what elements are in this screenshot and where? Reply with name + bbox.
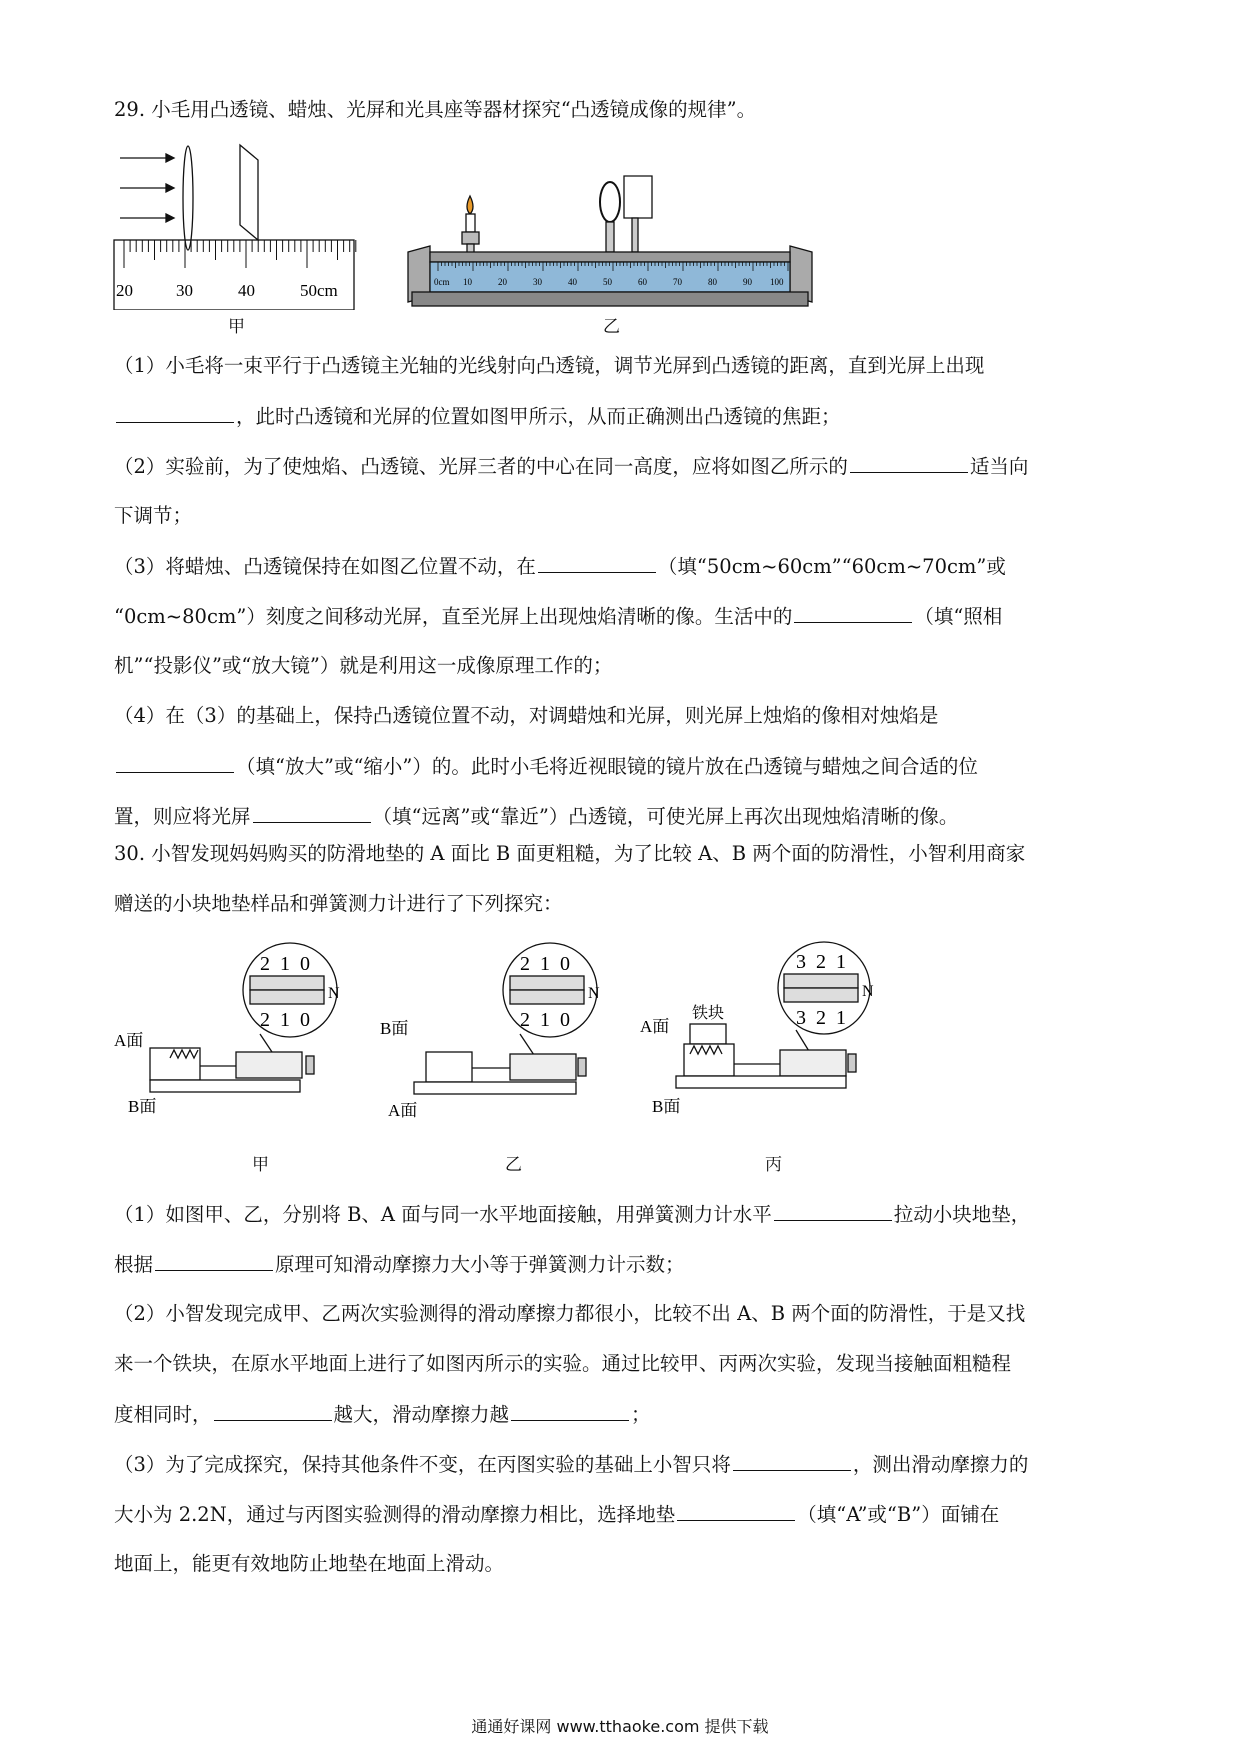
answer-blank[interactable] [214,1400,332,1421]
q30-caption-jia: 甲 [252,1155,269,1175]
q29-figure-yi [400,172,830,312]
scale-digit: 3 [796,951,806,973]
scale-digit: 1 [836,1007,846,1029]
answer-blank[interactable] [794,602,912,623]
q29-caption-yi: 乙 [603,317,620,337]
bench-tick-label: 20 [498,277,507,287]
scale-unit: N [862,983,874,1000]
answer-blank[interactable] [155,1250,273,1271]
scale-digit: 1 [540,953,550,975]
answer-blank[interactable] [733,1450,851,1471]
q29-p3e: 机”“投影仪”或“放大镜”）就是利用这一成像原理工作的； [114,654,613,677]
q30-figure-yi [370,940,620,1120]
scale-digit: 1 [280,953,290,975]
q30-p2c-line: 度相同时， 越大，滑动摩擦力越 ； [114,1400,651,1429]
answer-blank[interactable] [116,402,234,423]
ruler-tick-label: 50cm [300,281,338,300]
q30-p2b: 来一个铁块，在原水平地面上进行了如图丙所示的实验。通过比较甲、丙两次实验，发现当接触面粗糙程 [114,1352,1012,1375]
q30-p3c-line: 大小为 2.2N，通过与丙图实验测得的滑动摩擦力相比，选择地垫 （填“A”或“B”）面铺在 [114,1500,999,1529]
q29-p1a: （1）小毛将一束平行于凸透镜主光轴的光线射向凸透镜，调节光屏到凸透镜的距离，直到光屏上出现 [114,354,985,377]
scale-digit: 0 [300,953,310,975]
q30-title-b: 赠送的小块地垫样品和弹簧测力计进行了下列探究： [114,892,563,915]
bench-tick-label: 40 [568,277,577,287]
q29-p4b-line: （填“放大”或“缩小”）的。此时小毛将近视眼镜的镜片放在凸透镜与蜡烛之间合适的位 [114,752,978,781]
q29-p2c: 下调节； [114,504,193,527]
q29-p3c-line: “0cm~80cm”）刻度之间移动光屏，直至光屏上出现烛焰清晰的像。生活中的 （填“照相 [114,602,1002,631]
answer-blank[interactable] [538,552,656,573]
q30-title-a: 30. 小智发现妈妈购买的防滑地垫的 A 面比 B 面更粗糙，为了比较 A、B 两个面的防滑性，小智利用商家 [114,842,1026,865]
scale-digit: 2 [816,1007,826,1029]
q30-p3-line: （3）为了完成探究，保持其他条件不变，在丙图实验的基础上小智只将 ，测出滑动摩擦力的 [114,1450,1028,1479]
ruler-tick-label: 20 [116,281,133,300]
bench-tick-label: 10 [463,277,472,287]
scale-digit: 2 [816,951,826,973]
q30-p3e: 地面上，能更有效地防止地垫在地面上滑动。 [114,1552,505,1575]
answer-blank[interactable] [116,752,234,773]
face-label-bottom: B面 [128,1097,157,1116]
bench-tick-label: 70 [673,277,682,287]
scale-digit: 1 [540,1009,550,1031]
bench-tick-label: 50 [603,277,612,287]
scale-digit: 0 [300,1009,310,1031]
bench-tick-label: 80 [708,277,717,287]
answer-blank[interactable] [850,452,968,473]
q30-caption-yi: 乙 [505,1155,522,1175]
bench-tick-label: 60 [638,277,647,287]
bench-tick-label: 30 [533,277,542,287]
scale-digit: 0 [560,953,570,975]
face-label-bottom: A面 [388,1101,418,1120]
q30-figure-bing [640,940,890,1120]
q30-p1-line: （1）如图甲、乙，分别将 B、A 面与同一水平地面接触，用弹簧测力计水平 拉动小块地垫， [114,1200,1030,1229]
q29-p3-line: （3）将蜡烛、凸透镜保持在如图乙位置不动，在 （填“50cm~60cm”“60cm~70cm”或 [114,552,1006,581]
q29-caption-jia: 甲 [228,317,245,337]
bench-tick-label: 90 [743,277,752,287]
q29-title: 29. 小毛用凸透镜、蜡烛、光屏和光具座等器材探究“凸透镜成像的规律”。 [114,98,757,121]
q30-p2a: （2）小智发现完成甲、乙两次实验测得的滑动摩擦力都很小，比较不出 A、B 两个面的防滑性，于是又找 [114,1302,1026,1325]
bench-tick-label: 100 [770,277,784,287]
face-label-top: A面 [114,1031,144,1050]
q30-p1c-line: 根据 原理可知滑动摩擦力大小等于弹簧测力计示数； [114,1250,685,1279]
q29-p1b-line: ，此时凸透镜和光屏的位置如图甲所示，从而正确测出凸透镜的焦距； [114,402,841,431]
scale-digit: 3 [796,1007,806,1029]
ruler-tick-label: 40 [238,281,255,300]
scale-unit: N [588,985,600,1002]
scale-digit: 2 [520,953,530,975]
scale-digit: 2 [260,1009,270,1031]
ruler-tick-label: 30 [176,281,193,300]
scale-digit: 1 [280,1009,290,1031]
face-label-bottom: B面 [652,1097,681,1116]
face-label-top: A面 [640,1017,670,1036]
scale-digit: 1 [836,951,846,973]
bench-tick-label: 0cm [434,277,450,287]
q29-p4c-line: 置，则应将光屏 （填“远离”或“靠近”）凸透镜，可使光屏上再次出现烛焰清晰的像。 [114,802,958,831]
face-label-top: B面 [380,1019,409,1038]
scale-digit: 2 [520,1009,530,1031]
q29-p4a: （4）在（3）的基础上，保持凸透镜位置不动，对调蜡烛和光屏，则光屏上烛焰的像相对烛焰是 [114,704,939,727]
scale-digit: 0 [560,1009,570,1031]
answer-blank[interactable] [253,802,371,823]
answer-blank[interactable] [677,1500,795,1521]
page-footer: 通通好课网 www.tthaoke.com 提供下载 [471,1717,769,1736]
answer-blank[interactable] [774,1200,892,1221]
iron-block-label: 铁块 [692,1005,725,1022]
q29-figure-jia [110,140,360,310]
scale-unit: N [328,985,340,1002]
scale-digit: 2 [260,953,270,975]
q29-p2-line: （2）实验前，为了使烛焰、凸透镜、光屏三者的中心在同一高度，应将如图乙所示的 适当向 [114,452,1028,481]
q30-caption-bing: 丙 [765,1155,782,1175]
q30-figure-jia [110,940,350,1120]
answer-blank[interactable] [511,1400,629,1421]
